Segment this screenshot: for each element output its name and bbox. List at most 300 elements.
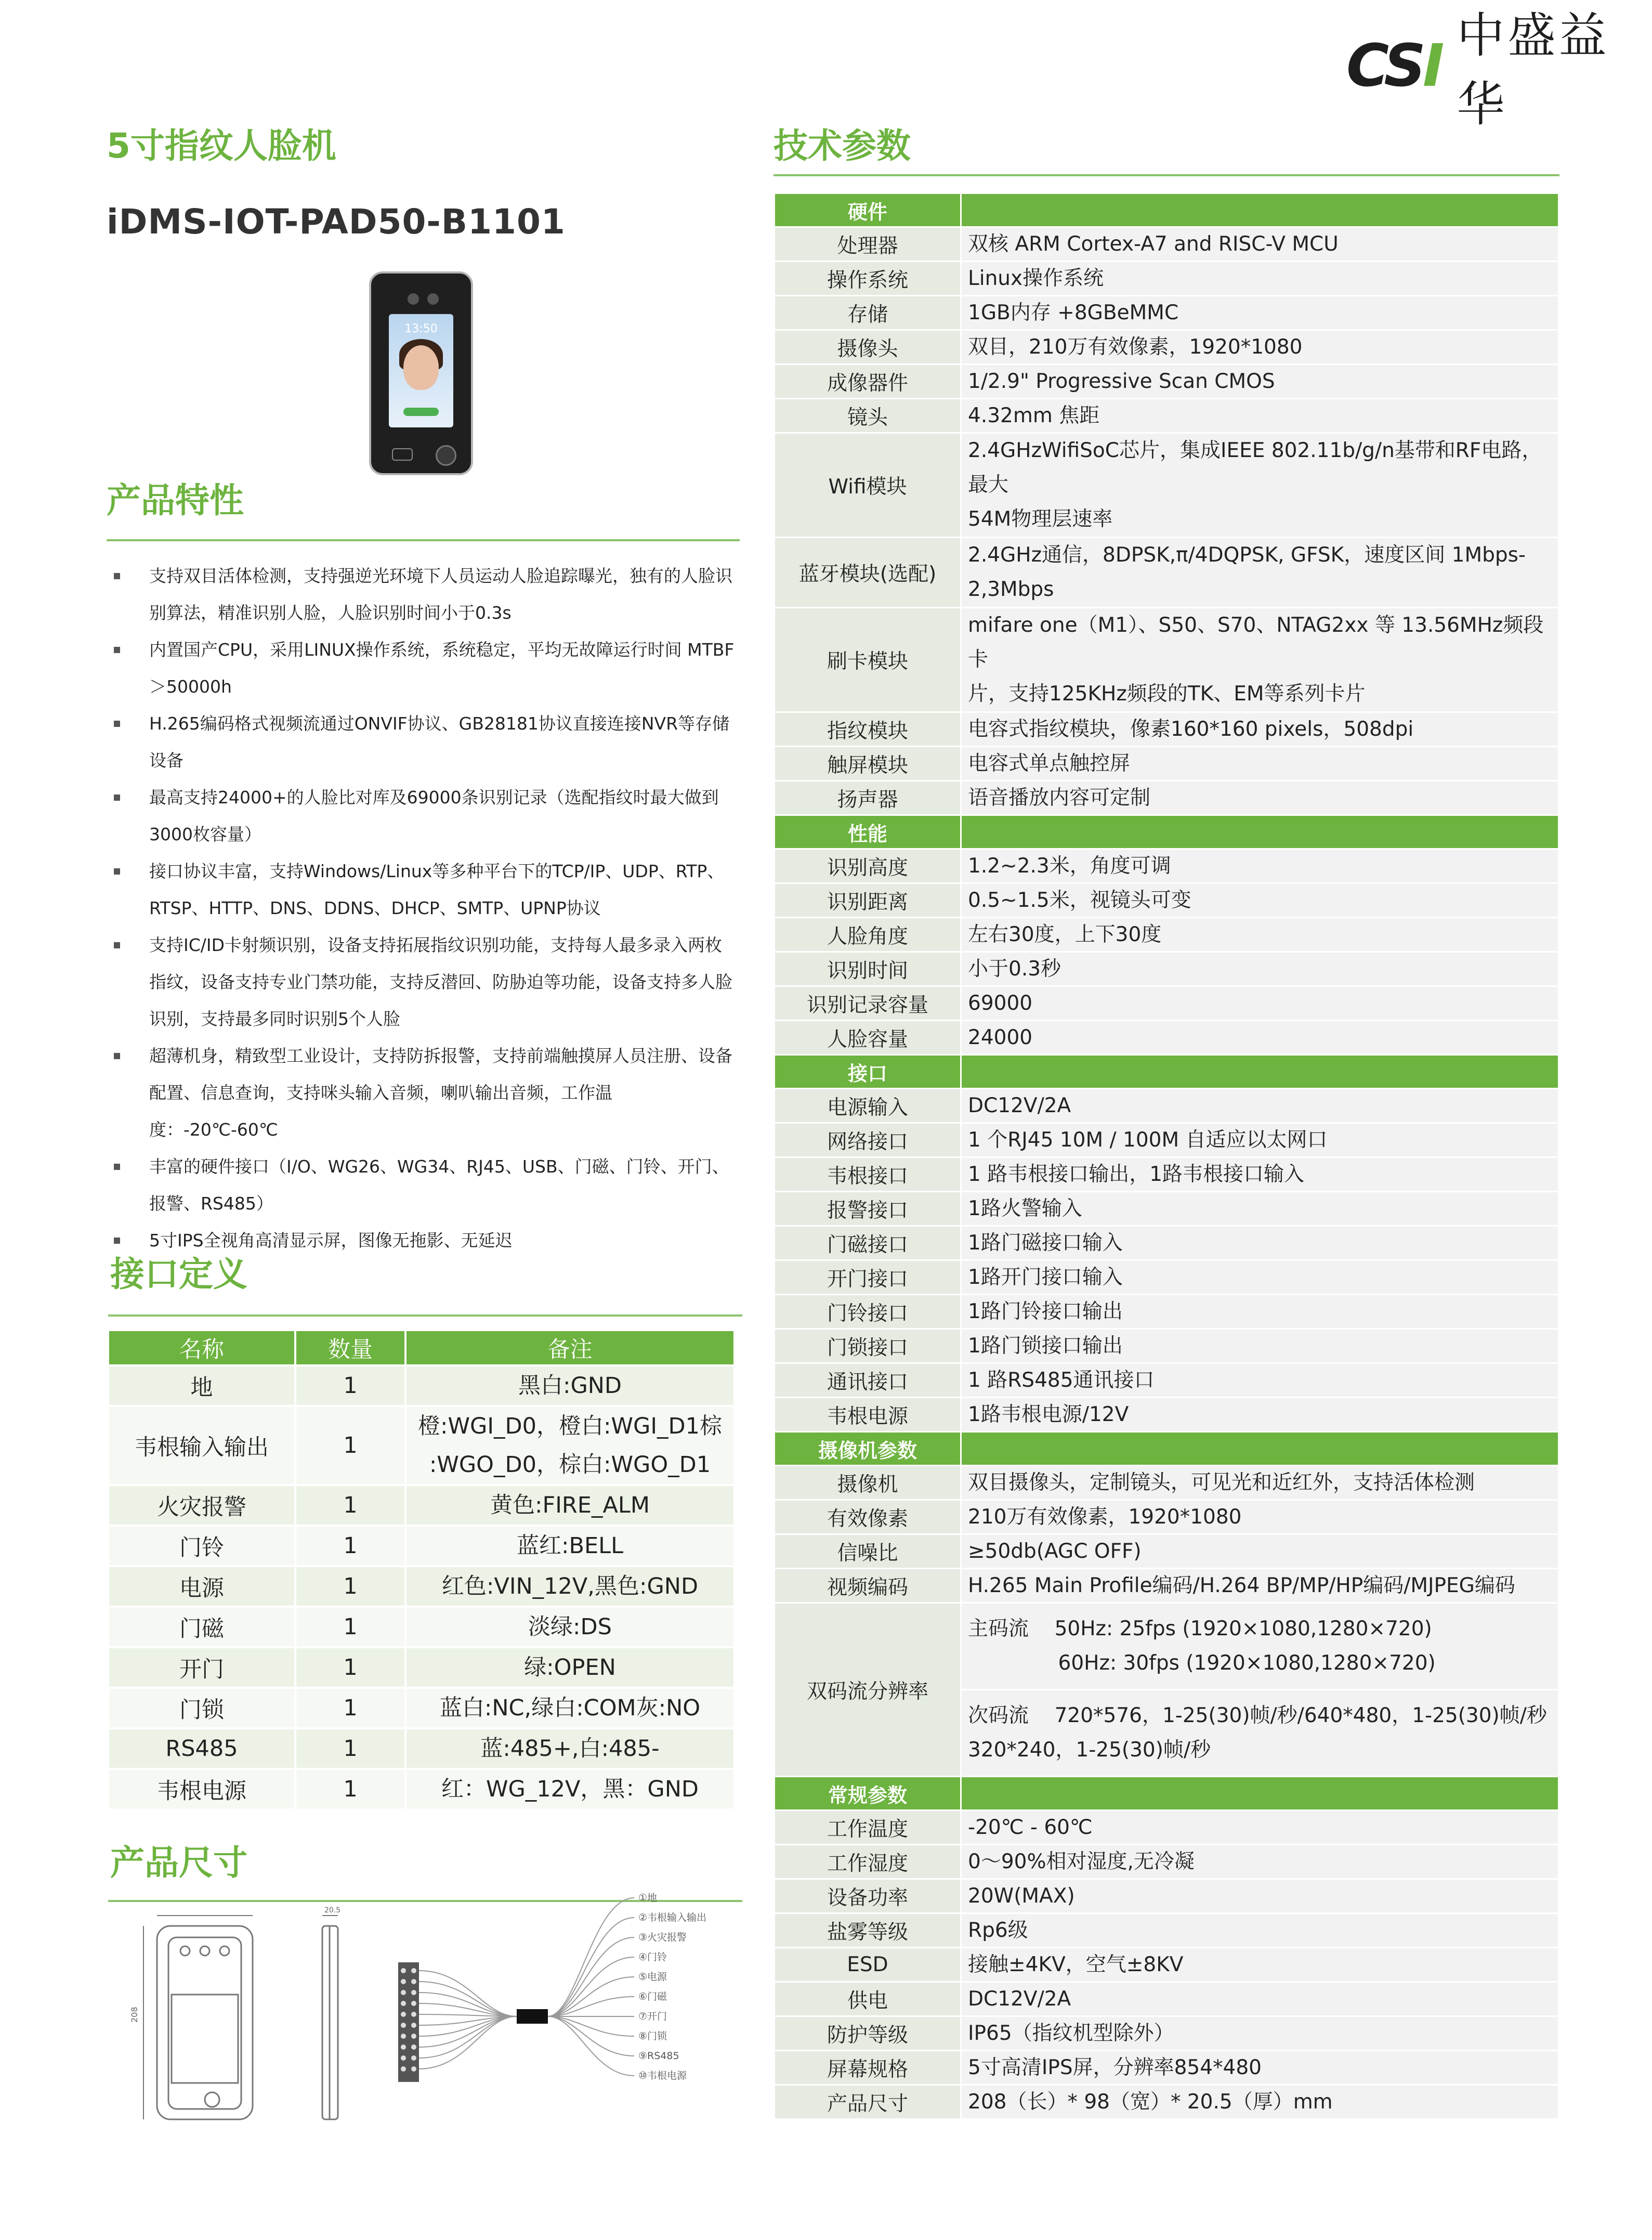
spec-value-line: mifare one（M1）、S50、S70、NTAG2xx 等 13.56MHz频段卡 xyxy=(968,614,1544,671)
spec-value xyxy=(961,1690,1559,1777)
cell-note xyxy=(405,1728,735,1769)
cell-qty: 1 xyxy=(295,1566,405,1607)
cell-qty: 1 xyxy=(295,1647,405,1688)
feature-text: 配置、信息查询，支持咪头输入音频，喇叭输出音频，工作温度：-20℃-60℃ xyxy=(149,1083,612,1140)
spec-value-line: IP65（指纹机型除外） xyxy=(968,2022,1174,2045)
note-line: 蓝红:BELL xyxy=(516,1533,624,1559)
spec-key: 处理器 xyxy=(775,227,961,262)
pin-icon xyxy=(411,2066,416,2072)
side-view xyxy=(322,1916,338,2119)
spec-row xyxy=(775,364,1559,399)
spec-value xyxy=(961,1603,1559,1690)
spec-value xyxy=(961,399,1559,433)
spec-value xyxy=(961,1260,1559,1295)
wire-label: ⑩韦根电源 xyxy=(638,2070,687,2081)
spec-value-line: -20℃ - 60℃ xyxy=(968,1816,1093,1839)
spec-value-line: 小于0.3秒 xyxy=(968,957,1061,981)
feature-text: 丰富的硬件接口（I/O、WG26、WG34、RJ45、USB、门磁、门铃、开门、 xyxy=(149,1156,729,1177)
pin-icon xyxy=(411,2012,416,2017)
spec-value-line: 69000 xyxy=(968,992,1033,1015)
spec-value-line: 60Hz: 30fps (1920×1080,1280×720) xyxy=(968,1651,1436,1675)
spec-value xyxy=(961,883,1559,918)
spec-value xyxy=(961,2085,1559,2119)
spec-value xyxy=(961,1157,1559,1192)
spec-key: 视频编码 xyxy=(775,1569,961,1603)
spec-value xyxy=(961,712,1559,747)
table-row xyxy=(108,1647,735,1688)
wire-label: ⑧门锁 xyxy=(638,2030,667,2042)
note-line: 橙:WGI_D0，橙白:WGI_D1棕 xyxy=(418,1413,722,1439)
cell-note xyxy=(405,1365,735,1406)
spec-key: 常规参数 xyxy=(775,1777,961,1811)
pin-icon xyxy=(401,2012,406,2017)
feature-item xyxy=(107,853,741,927)
spec-row xyxy=(775,1157,1559,1192)
spec-row xyxy=(775,986,1559,1021)
table-row xyxy=(108,1769,735,1809)
pin-icon xyxy=(411,1979,416,1984)
spec-value xyxy=(961,2016,1559,2051)
spec-value-line: 双目摄像头，定制镜头，可见光和近红外，支持活体检测 xyxy=(968,1471,1475,1494)
spec-key: Wifi模块 xyxy=(775,433,961,538)
spec-value-line: 双目，210万有效像素，1920*1080 xyxy=(968,335,1303,359)
spec-key: 镜头 xyxy=(775,399,961,433)
cell-qty: 1 xyxy=(295,1688,405,1728)
spec-key: 识别时间 xyxy=(775,952,961,986)
cell-note xyxy=(405,1526,735,1566)
spec-value xyxy=(961,1226,1559,1260)
brand-logo xyxy=(1346,8,1652,132)
wire xyxy=(419,2016,517,2069)
feature-text: 指纹，设备支持专业门禁功能，支持反潜回、防胁迫等功能，设备支持多人脸 xyxy=(149,972,732,992)
spec-row xyxy=(775,849,1559,883)
spec-row xyxy=(775,1603,1559,1690)
spec-key: 扬声器 xyxy=(775,781,961,815)
spec-key: 韦根接口 xyxy=(775,1157,961,1192)
spec-value-line: 1路门铃接口输出 xyxy=(968,1300,1123,1323)
spec-row xyxy=(775,538,1559,608)
depth-dimension: 20.5 xyxy=(324,1906,341,1915)
spec-key: 盐雾等级 xyxy=(775,1913,961,1948)
spec-value-line: 左右30度，上下30度 xyxy=(968,923,1162,946)
spec-key: 供电 xyxy=(775,1982,961,2016)
spec-key: 门锁接口 xyxy=(775,1329,961,1363)
wire xyxy=(419,2016,517,2058)
spec-row xyxy=(775,1982,1559,2016)
camera-icon xyxy=(408,293,419,305)
section-header xyxy=(775,193,1559,227)
spec-table xyxy=(773,192,1559,2120)
feature-text: 支持IC/ID卡射频识别，设备支持拓展指纹识别功能，支持每人最多录入两枚 xyxy=(149,935,723,955)
feature-text: 识别，支持最多同时识别5个人脸 xyxy=(149,1009,400,1029)
spec-value xyxy=(961,1500,1559,1534)
spec-value xyxy=(961,1295,1559,1329)
verified-badge xyxy=(403,408,439,416)
spec-key: 报警接口 xyxy=(775,1192,961,1226)
spec-row xyxy=(775,1398,1559,1432)
spec-value xyxy=(961,1363,1559,1398)
features-heading: 产品特性 xyxy=(107,480,244,520)
spec-row xyxy=(775,747,1559,781)
spec-key: 网络接口 xyxy=(775,1123,961,1157)
spec-value xyxy=(961,1913,1559,1948)
spec-value xyxy=(961,2051,1559,2085)
spec-value xyxy=(961,364,1559,399)
feature-text: ＞50000h xyxy=(149,676,232,697)
wire-label: ⑨RS485 xyxy=(638,2050,679,2062)
spec-value xyxy=(961,1534,1559,1569)
note-line: 绿:OPEN xyxy=(524,1655,616,1681)
spec-row xyxy=(775,1500,1559,1534)
feature-text: 支持双目活体检测，支持强逆光环境下人员运动人脸追踪曝光，独有的人脸识 xyxy=(149,566,732,586)
spec-value-line: Rp6级 xyxy=(968,1919,1028,1942)
cell-qty: 1 xyxy=(295,1485,405,1526)
pin-icon xyxy=(401,2066,406,2072)
wire-label: ⑤电源 xyxy=(638,1971,667,1983)
spec-row xyxy=(775,1226,1559,1260)
feature-item xyxy=(107,1222,741,1259)
spec-value-line: 320*240，1-25(30)帧/秒 xyxy=(968,1738,1211,1762)
feature-item xyxy=(107,779,741,853)
spec-value xyxy=(961,193,1559,227)
wire xyxy=(548,2016,634,2056)
spec-key: 产品尺寸 xyxy=(775,2085,961,2119)
wire-label: ⑥门磁 xyxy=(638,1991,667,2002)
col-header-note: 备注 xyxy=(405,1330,735,1365)
wire xyxy=(419,1982,517,2016)
spec-row xyxy=(775,433,1559,538)
cell-note xyxy=(405,1688,735,1728)
cell-name: RS485 xyxy=(108,1728,295,1769)
spec-key: 屏幕规格 xyxy=(775,2051,961,2085)
wire-label: ⑦开门 xyxy=(638,2011,667,2022)
section-header xyxy=(775,1055,1559,1089)
cell-name: 韦根输入输出 xyxy=(108,1406,295,1485)
spec-key: 识别记录容量 xyxy=(775,986,961,1021)
cell-name: 门锁 xyxy=(108,1688,295,1728)
table-row xyxy=(108,1607,735,1647)
spec-value-line: 24000 xyxy=(968,1026,1033,1049)
cell-note xyxy=(405,1607,735,1647)
spec-value-line: 1路门锁接口输出 xyxy=(968,1334,1123,1358)
spec-key: 识别高度 xyxy=(775,849,961,883)
feature-text: 别算法，精准识别人脸，人脸识别时间小于0.3s xyxy=(149,603,512,623)
spec-row xyxy=(775,952,1559,986)
spec-value-line: DC12V/2A xyxy=(968,1987,1071,2011)
spec-value xyxy=(961,227,1559,262)
feature-text: 设备 xyxy=(149,750,183,771)
spec-row xyxy=(775,2051,1559,2085)
note-line: 淡绿:DS xyxy=(528,1614,612,1640)
wire-label: ③火灾报警 xyxy=(638,1932,687,1943)
cell-note xyxy=(405,1769,735,1809)
fingerprint-sensor-icon xyxy=(436,445,456,466)
spec-value-line: 4.32mm 焦距 xyxy=(968,404,1100,427)
spec-value-line: 1 个RJ45 10M / 100M 自适应以太网口 xyxy=(968,1128,1328,1152)
spec-row xyxy=(775,1329,1559,1363)
pin-icon xyxy=(411,1990,416,1995)
spec-key: 电源输入 xyxy=(775,1089,961,1123)
divider xyxy=(108,1314,742,1317)
spec-key: 双码流分辨率 xyxy=(775,1603,961,1777)
spec-row xyxy=(775,781,1559,815)
product-title: 5寸指纹人脸机 xyxy=(107,126,336,166)
model-number: iDMS-IOT-PAD50-B1101 xyxy=(107,202,566,242)
spec-key: 触屏模块 xyxy=(775,747,961,781)
spec-value-line: 1路韦根电源/12V xyxy=(968,1403,1129,1426)
note-line: :WGO_D0，棕白:WGO_D1 xyxy=(429,1452,711,1478)
spec-row xyxy=(775,1260,1559,1295)
spec-value-line: 接触±4KV，空气±8KV xyxy=(968,1953,1184,1976)
spec-row xyxy=(775,296,1559,330)
spec-value-line: 1路门磁接口输入 xyxy=(968,1231,1123,1255)
feature-item xyxy=(107,557,741,631)
spec-row xyxy=(775,1123,1559,1157)
spec-value-line: 电容式指纹模块，像素160*160 pixels，508dpi xyxy=(968,718,1414,741)
spec-row xyxy=(775,2085,1559,2119)
pin-icon xyxy=(411,2044,416,2050)
spec-value xyxy=(961,296,1559,330)
spec-value-line: 54M物理层速率 xyxy=(968,507,1113,531)
spec-row xyxy=(775,227,1559,262)
spec-key: 操作系统 xyxy=(775,262,961,296)
spec-value xyxy=(961,608,1559,712)
feature-text: 5寸IPS全视角高清显示屏，图像无拖影、无延迟 xyxy=(149,1230,513,1251)
spec-row xyxy=(775,2016,1559,2051)
cell-qty: 1 xyxy=(295,1769,405,1809)
wiring-harness xyxy=(398,1898,634,2082)
feature-text: H.265编码格式视频流通过ONVIF协议、GB28181协议直接连接NVR等存储 xyxy=(149,713,730,734)
note-line: 黄色:FIRE_ALM xyxy=(490,1492,650,1518)
spec-key: 开门接口 xyxy=(775,1260,961,1295)
pin-icon xyxy=(411,1968,416,1973)
spec-value-line: 双核 ARM Cortex-A7 and RISC-V MCU xyxy=(968,232,1339,256)
feature-item xyxy=(107,1037,741,1148)
feature-item xyxy=(107,705,741,779)
cell-note xyxy=(405,1647,735,1688)
pin-icon xyxy=(401,1968,406,1973)
front-view xyxy=(143,1916,253,2119)
table-row xyxy=(108,1406,735,1485)
spec-value-line: 0.5~1.5米，视镜头可变 xyxy=(968,889,1191,912)
cell-name: 门铃 xyxy=(108,1526,295,1566)
spec-value-line: 1/2.9" Progressive Scan CMOS xyxy=(968,370,1275,393)
table-row xyxy=(108,1688,735,1728)
note-line: 黑白:GND xyxy=(518,1373,622,1399)
cell-qty: 1 xyxy=(295,1607,405,1647)
spec-row xyxy=(775,1192,1559,1226)
cell-qty: 1 xyxy=(295,1406,405,1485)
spec-value-line: 主码流 50Hz: 25fps (1920×1080,1280×720) xyxy=(968,1617,1432,1640)
spec-row xyxy=(775,1811,1559,1845)
spec-key: 韦根电源 xyxy=(775,1398,961,1432)
brand-name: 中盛益华 xyxy=(1457,8,1610,132)
pin-icon xyxy=(411,2023,416,2028)
spec-value xyxy=(961,330,1559,364)
screen-time: 13:50 xyxy=(404,322,438,335)
spec-row xyxy=(775,1021,1559,1055)
spec-key: 人脸容量 xyxy=(775,1021,961,1055)
spec-value xyxy=(961,1948,1559,1982)
note-line: 蓝白:NC,绿白:COM灰:NO xyxy=(439,1695,701,1721)
wire-label: ④门铃 xyxy=(638,1951,667,1963)
divider xyxy=(107,539,740,541)
spec-value xyxy=(961,815,1559,849)
spec-row xyxy=(775,1534,1559,1569)
card-reader-icon xyxy=(392,448,413,461)
pin-icon xyxy=(401,1990,406,1995)
spec-key: 刷卡模块 xyxy=(775,608,961,712)
pin-icon xyxy=(401,2023,406,2028)
spec-value xyxy=(961,538,1559,608)
pin-icon xyxy=(401,2001,406,2006)
spec-key: 性能 xyxy=(775,815,961,849)
spec-key: 成像器件 xyxy=(775,364,961,399)
wire xyxy=(548,1957,634,2016)
spec-value xyxy=(961,433,1559,538)
feature-text: 最高支持24000+的人脸比对库及69000条识别记录（选配指纹时最大做到 xyxy=(149,787,719,808)
spec-value-line: 208（长）* 98（宽）* 20.5（厚）mm xyxy=(968,2090,1333,2114)
height-dimension: 208 xyxy=(129,2007,139,2023)
cell-note xyxy=(405,1485,735,1526)
camera-icon xyxy=(427,293,439,305)
spec-row xyxy=(775,1948,1559,1982)
feature-text: 报警、RS485） xyxy=(149,1193,273,1214)
spec-row xyxy=(775,330,1559,364)
spec-key: ESD xyxy=(775,1948,961,1982)
divider xyxy=(773,174,1559,176)
col-header-name: 名称 xyxy=(108,1330,295,1365)
feature-text: 接口协议丰富，支持Windows/Linux等多种平台下的TCP/IP、UDP、RTP、 xyxy=(149,861,725,881)
spec-key: 摄像机 xyxy=(775,1466,961,1500)
spec-value-line: 次码流 720*576，1-25(30)帧/秒/640*480，1-25(30)帧/秒 xyxy=(968,1704,1547,1727)
feature-text: 内置国产CPU，采用LINUX操作系统，系统稳定，平均无故障运行时间 MTBF xyxy=(149,640,735,660)
spec-value-line: 0～90%相对湿度,无冷凝 xyxy=(968,1850,1195,1873)
cell-name: 韦根电源 xyxy=(108,1769,295,1809)
spec-row xyxy=(775,1845,1559,1879)
table-row xyxy=(108,1728,735,1769)
feature-text: 超薄机身，精致型工业设计，支持防拆报警，支持前端触摸屏人员注册、设备 xyxy=(149,1046,732,1066)
spec-value xyxy=(961,1466,1559,1500)
spec-value-line: 2.4GHzWifiSoC芯片，集成IEEE 802.11b/g/n基带和RF电路，最大 xyxy=(968,439,1542,497)
spec-key: 设备功率 xyxy=(775,1879,961,1913)
cell-qty: 1 xyxy=(295,1728,405,1769)
spec-value-line: 1路开门接口输入 xyxy=(968,1266,1123,1289)
cell-note xyxy=(405,1566,735,1607)
spec-value-line: 电容式单点触控屏 xyxy=(968,752,1131,775)
cell-qty: 1 xyxy=(295,1365,405,1406)
cell-name: 开门 xyxy=(108,1647,295,1688)
spec-value xyxy=(961,1398,1559,1432)
spec-row xyxy=(775,918,1559,952)
spec-row xyxy=(775,1363,1559,1398)
cell-name: 电源 xyxy=(108,1566,295,1607)
wire-label: ①地 xyxy=(638,1892,658,1904)
spec-value xyxy=(961,849,1559,883)
spec-value-line: 1GB内存 +8GBeMMC xyxy=(968,301,1179,324)
interface-heading: 接口定义 xyxy=(110,1254,247,1294)
spec-key: 工作温度 xyxy=(775,1811,961,1845)
spec-key: 门磁接口 xyxy=(775,1226,961,1260)
spec-value-line: DC12V/2A xyxy=(968,1094,1071,1117)
note-line: 红：WG_12V，黑：GND xyxy=(441,1776,699,1802)
logo-mark: CSI xyxy=(1346,32,1441,100)
wire-label: ②韦根输入输出 xyxy=(638,1912,707,1923)
features-list xyxy=(107,557,741,1259)
cell-note xyxy=(405,1406,735,1485)
cell-qty: 1 xyxy=(295,1526,405,1566)
spec-value-line: 20W(MAX) xyxy=(968,1884,1075,1908)
spec-value xyxy=(961,1021,1559,1055)
spec-value xyxy=(961,262,1559,296)
spec-key: 接口 xyxy=(775,1055,961,1089)
table-row xyxy=(108,1526,735,1566)
spec-value xyxy=(961,1329,1559,1363)
spec-value xyxy=(961,781,1559,815)
spec-value xyxy=(961,1811,1559,1845)
spec-key: 蓝牙模块(选配) xyxy=(775,538,961,608)
spec-value xyxy=(961,1982,1559,2016)
note-line: 蓝:485+,白:485- xyxy=(480,1736,660,1762)
spec-row xyxy=(775,1879,1559,1913)
dimensions-heading: 产品尺寸 xyxy=(110,1843,247,1883)
table-row xyxy=(108,1485,735,1526)
pin-icon xyxy=(401,2055,406,2061)
spec-key: 摄像头 xyxy=(775,330,961,364)
spec-row xyxy=(775,1295,1559,1329)
pin-icon xyxy=(401,2034,406,2039)
spec-key: 人脸角度 xyxy=(775,918,961,952)
spec-key: 防护等级 xyxy=(775,2016,961,2051)
cell-name: 门磁 xyxy=(108,1607,295,1647)
spec-value xyxy=(961,1879,1559,1913)
cell-name: 火灾报警 xyxy=(108,1485,295,1526)
spec-value xyxy=(961,1089,1559,1123)
spec-value-line: 语音播放内容可定制 xyxy=(968,786,1151,810)
spec-value xyxy=(961,952,1559,986)
feature-item xyxy=(107,1148,741,1222)
spec-row xyxy=(775,1569,1559,1603)
spec-key: 识别距离 xyxy=(775,883,961,918)
spec-value-line: 2.4GHz通信，8DPSK,π/4DQPSK, GFSK，速度区间 1Mbps- xyxy=(968,543,1526,567)
note-line: 红色:VIN_12V,黑色:GND xyxy=(441,1573,699,1599)
spec-row xyxy=(775,712,1559,747)
wire xyxy=(419,2016,517,2047)
spec-value-line: ≥50db(AGC OFF) xyxy=(968,1540,1142,1563)
dimension-drawing xyxy=(109,1882,743,2153)
spec-key: 工作湿度 xyxy=(775,1845,961,1879)
table-row xyxy=(108,1365,735,1406)
section-header xyxy=(775,815,1559,849)
spec-value-line: H.265 Main Profile编码/H.264 BP/MP/HP编码/MJPEG编码 xyxy=(968,1574,1515,1597)
spec-value-line: Linux操作系统 xyxy=(968,267,1104,290)
spec-value xyxy=(961,986,1559,1021)
spec-key: 存储 xyxy=(775,296,961,330)
spec-value-line: 1路火警输入 xyxy=(968,1197,1082,1220)
spec-row xyxy=(775,883,1559,918)
spec-row xyxy=(775,1466,1559,1500)
spec-row xyxy=(775,608,1559,712)
pin-icon xyxy=(411,2001,416,2006)
face-icon xyxy=(403,345,439,390)
spec-value-line: 片，支持125KHz频段的TK、EM等系列卡片 xyxy=(968,682,1366,706)
wire xyxy=(548,2016,634,2076)
spec-value xyxy=(961,1055,1559,1089)
spec-key: 硬件 xyxy=(775,193,961,227)
section-header xyxy=(775,1777,1559,1811)
spec-heading: 技术参数 xyxy=(773,126,911,166)
spec-key: 有效像素 xyxy=(775,1500,961,1534)
